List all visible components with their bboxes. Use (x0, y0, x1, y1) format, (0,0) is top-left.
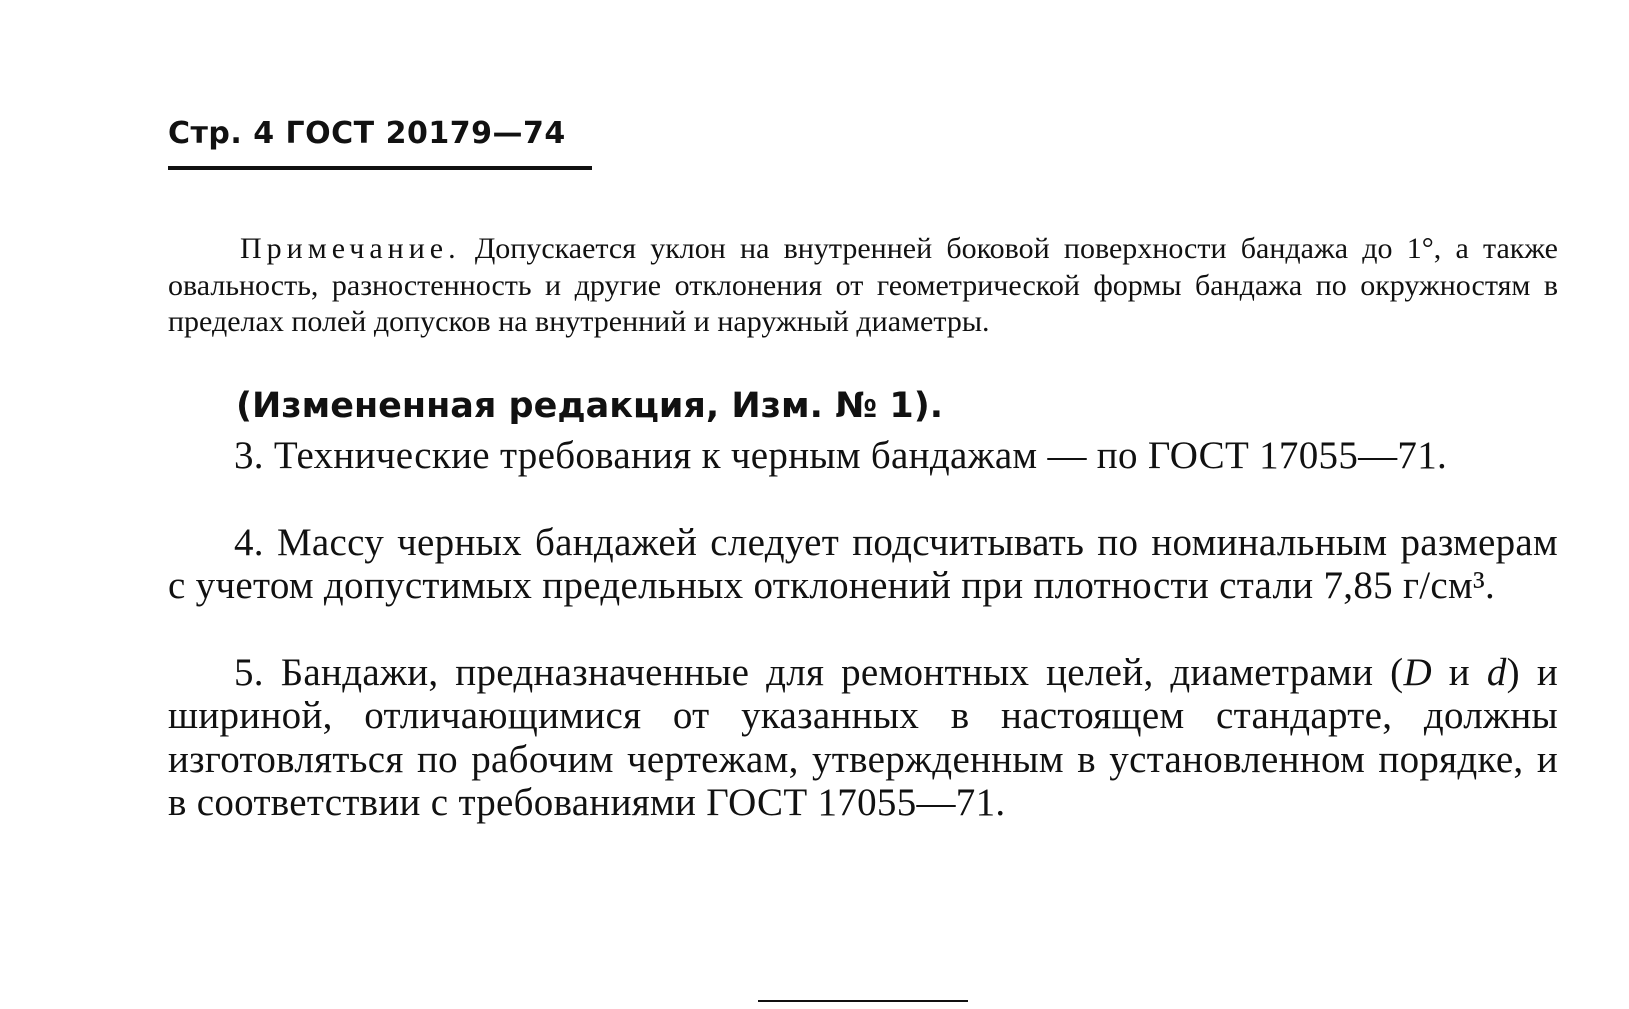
symbol-D: D (1403, 651, 1432, 694)
paragraph-5-and: и (1431, 651, 1487, 694)
page-header (168, 116, 566, 151)
note-text: Допускается уклон на внутренней боковой поверхности бандажа до 1°, а также овальность, разностенность и другие отклонения от геометрической формы бандажа по окружностям в пределах полей допусков на внутренний и наружный диаметры. (168, 232, 1558, 338)
standard-number: ГОСТ 20179—74 (285, 116, 566, 151)
paragraph-5 (168, 651, 1558, 824)
paragraph-3: 3. Технические требования к черным бандажам — по ГОСТ 17055—71. (234, 434, 1448, 477)
paragraph-5-part-a: 5. Бандажи, предназначенные для ремонтных целей, диаметрами ( (234, 651, 1404, 694)
header-text (168, 116, 566, 151)
paragraph-4: 4. Массу черных бандажей следует подсчитывать по номинальным размерам с учетом допустимых предельных отклонений при плотности стали 7,85 г/см³. (168, 521, 1558, 608)
note-label: Примечание. (240, 232, 461, 265)
amendment-note: (Измененная редакция, Изм. № 1). (236, 386, 944, 426)
header-rule (168, 166, 592, 170)
note-paragraph (168, 231, 1558, 341)
symbol-d: d (1486, 651, 1507, 694)
page-number: Стр. 4 (168, 116, 275, 151)
paragraph-5-part-b: ) и шириной, отличающимися от указанных в настоящем стандарте, должны изготовляться по рабочим чертежам, утвержденным в установленном порядке, и в соответствии с требованиями ГОСТ 17055—71. (168, 651, 1558, 824)
footer-rule (758, 1000, 968, 1002)
